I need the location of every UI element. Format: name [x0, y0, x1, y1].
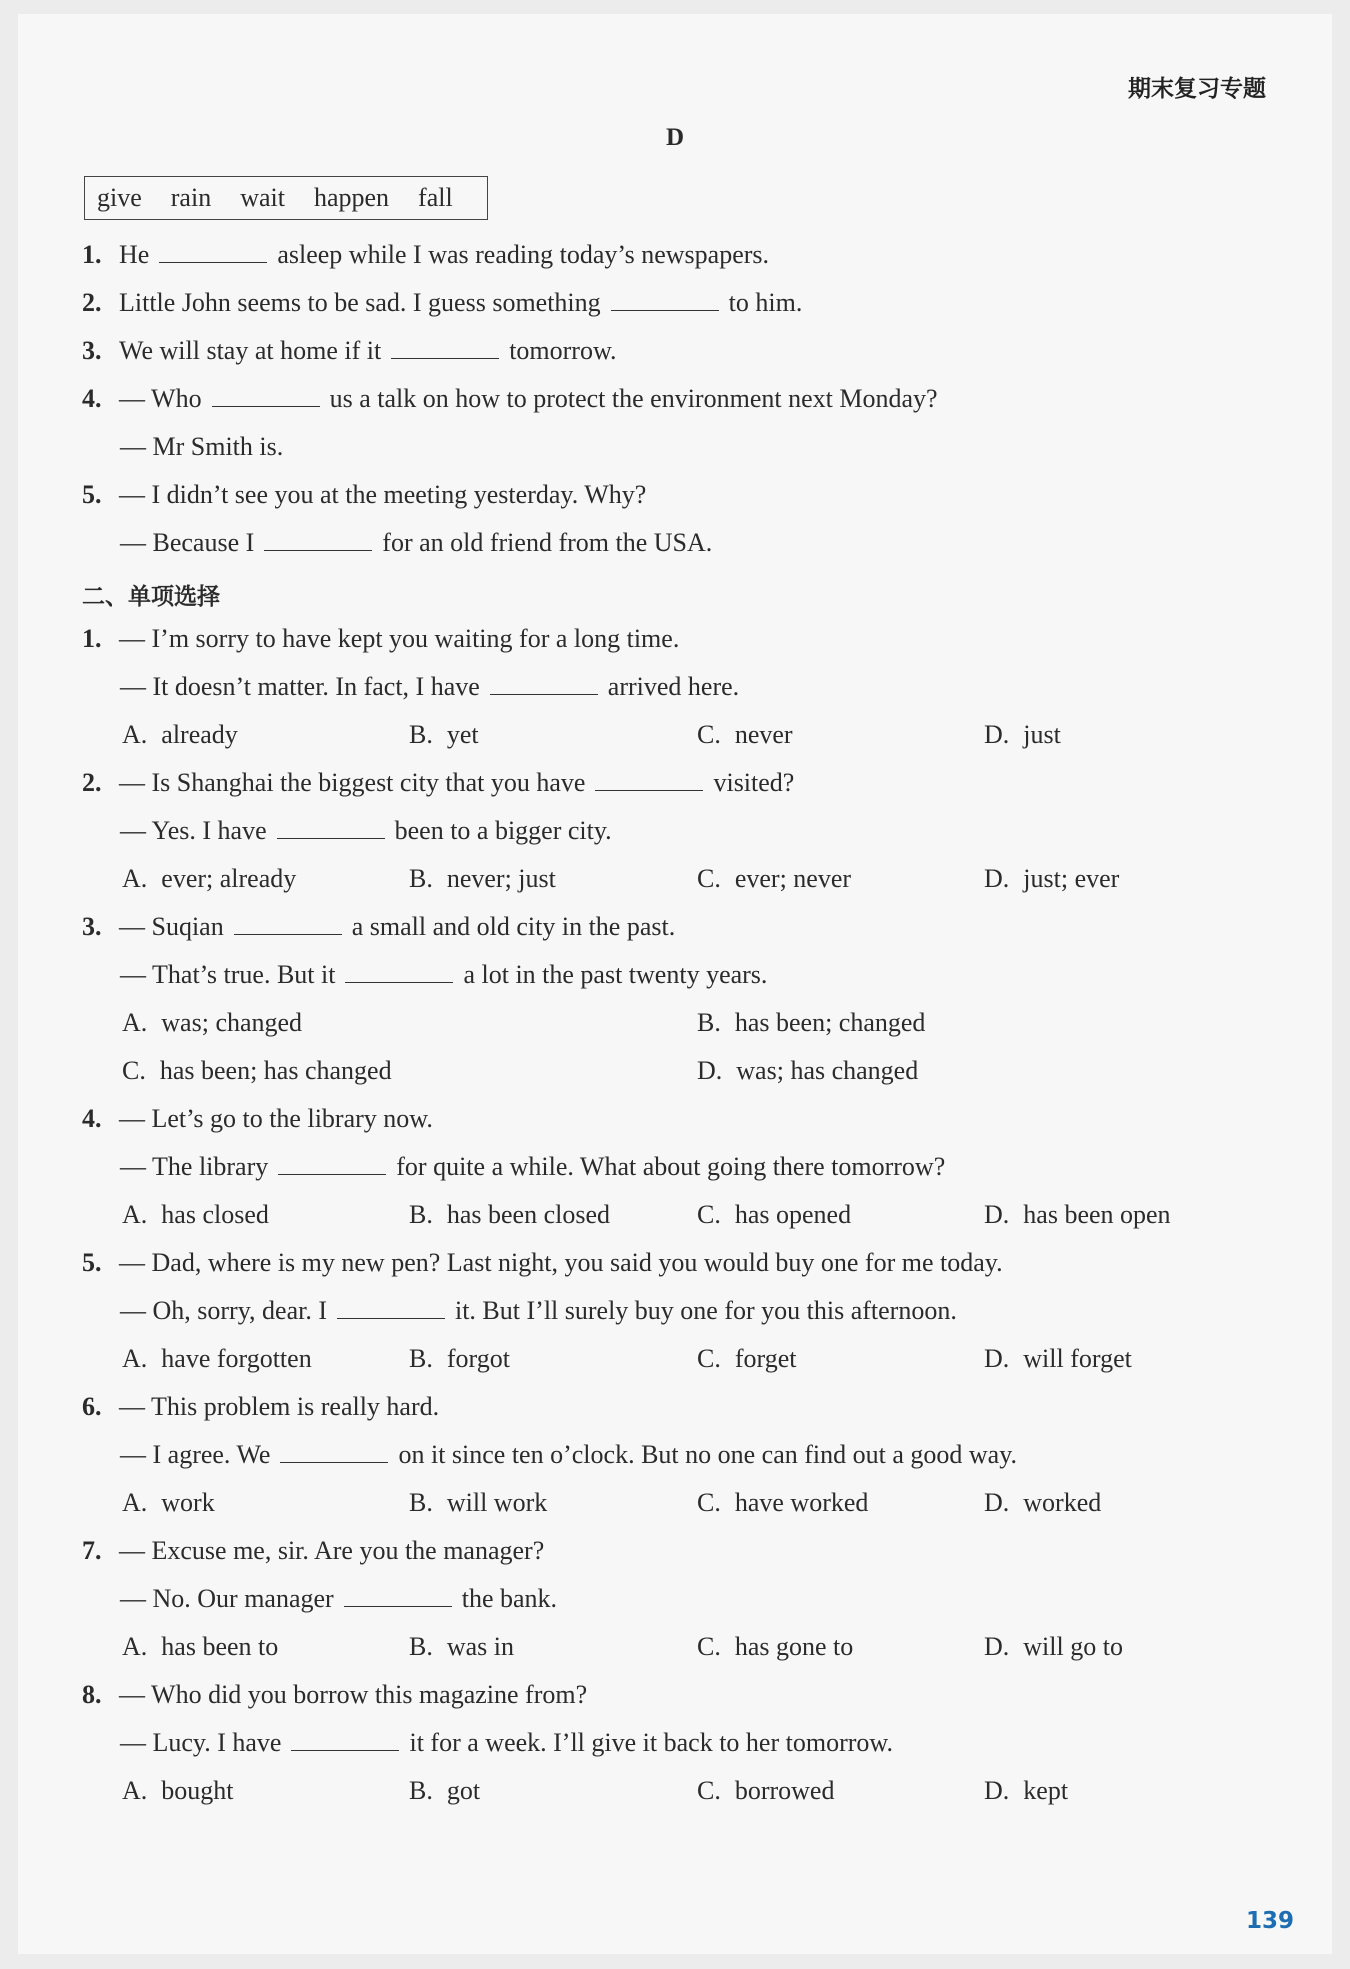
- question-number: 2.: [82, 768, 102, 797]
- mcq-4: [82, 1104, 433, 1144]
- question-number: 3.: [82, 912, 102, 941]
- option-a[interactable]: [122, 1488, 215, 1518]
- question-text: — The library: [120, 1152, 269, 1181]
- option-label: B.: [409, 1632, 433, 1661]
- option-label: A.: [122, 864, 148, 893]
- option-text: worked: [1023, 1488, 1102, 1517]
- answer-blank[interactable]: [391, 336, 499, 359]
- question-text: We will stay at home if it: [119, 336, 382, 365]
- option-c[interactable]: [697, 1776, 834, 1806]
- mcq-6: [82, 1392, 439, 1432]
- option-b[interactable]: [409, 1632, 514, 1662]
- option-label: D.: [984, 1776, 1010, 1805]
- option-b[interactable]: [409, 864, 556, 894]
- question-text: — It doesn’t matter. In fact, I have: [120, 672, 480, 701]
- option-text: got: [446, 1776, 481, 1805]
- mcq-5-reply: [82, 1296, 957, 1336]
- word-box-item: wait: [240, 183, 285, 212]
- option-c[interactable]: [697, 1632, 853, 1662]
- answer-blank[interactable]: [280, 1440, 388, 1463]
- mcq-4-options: [122, 1200, 1222, 1240]
- option-label: D.: [984, 1200, 1010, 1229]
- mcq-2-reply: [82, 816, 612, 856]
- mcq-1: [82, 624, 679, 664]
- question-text: — Let’s go to the library now.: [119, 1104, 433, 1133]
- word-box-item: happen: [313, 183, 390, 212]
- question-number: 1.: [82, 240, 102, 269]
- word-box-item: rain: [170, 183, 212, 212]
- question-text: — Lucy. I have: [120, 1728, 282, 1757]
- mcq-4-reply: [82, 1152, 945, 1192]
- option-label: D.: [984, 864, 1010, 893]
- option-label: B.: [697, 1008, 721, 1037]
- question-text: asleep while I was reading today’s newspapers.: [277, 240, 770, 269]
- header-title: 期末复习专题: [1128, 76, 1266, 102]
- option-text: has opened: [734, 1200, 852, 1229]
- question-number: 4.: [82, 1104, 102, 1133]
- option-text: borrowed: [734, 1776, 835, 1805]
- question-number: 2.: [82, 288, 102, 317]
- fill-question-5-reply: [82, 528, 712, 568]
- option-b[interactable]: [409, 720, 479, 750]
- option-c[interactable]: [697, 1344, 796, 1374]
- option-text: already: [161, 720, 238, 749]
- answer-blank[interactable]: [278, 1152, 386, 1175]
- option-b[interactable]: [697, 1008, 925, 1038]
- option-d[interactable]: [984, 1488, 1101, 1518]
- option-text: has been to: [161, 1632, 279, 1661]
- question-text: — Because I: [120, 528, 255, 557]
- option-b[interactable]: [409, 1344, 510, 1374]
- option-label: B.: [409, 1200, 433, 1229]
- option-label: C.: [697, 1632, 721, 1661]
- option-label: C.: [122, 1056, 146, 1085]
- option-a[interactable]: [122, 1776, 234, 1806]
- option-label: C.: [697, 1488, 721, 1517]
- section-heading: 二、单项选择: [82, 584, 220, 610]
- question-number: 7.: [82, 1536, 102, 1565]
- answer-blank[interactable]: [595, 768, 703, 791]
- question-text: it. But I’ll surely buy one for you this afternoon.: [454, 1296, 957, 1325]
- question-text: — Suqian: [119, 912, 224, 941]
- mcq-3: [82, 912, 675, 952]
- question-text: — Dad, where is my new pen? Last night, you said you would buy one for me today.: [119, 1248, 1003, 1277]
- mcq-8-options: [122, 1776, 1222, 1816]
- option-label: A.: [122, 720, 148, 749]
- fill-question-4-reply: — Mr Smith is.: [120, 432, 284, 461]
- option-label: D.: [984, 1488, 1010, 1517]
- option-label: D.: [984, 1344, 1010, 1373]
- question-text: a lot in the past twenty years.: [463, 960, 768, 989]
- mcq-5-options: [122, 1344, 1222, 1384]
- option-text: never; just: [446, 864, 556, 893]
- answer-blank[interactable]: [277, 816, 385, 839]
- mcq-3-options-row-2: [122, 1056, 1222, 1096]
- question-text: Little John seems to be sad. I guess something: [119, 288, 601, 317]
- question-text: — That’s true. But it: [120, 960, 336, 989]
- option-c[interactable]: [697, 720, 793, 750]
- question-text: He: [119, 240, 150, 269]
- option-label: B.: [409, 1488, 433, 1517]
- option-label: D.: [697, 1056, 723, 1085]
- answer-blank[interactable]: [611, 288, 719, 311]
- question-text: to him.: [728, 288, 803, 317]
- option-label: B.: [409, 720, 433, 749]
- option-label: C.: [697, 864, 721, 893]
- option-b[interactable]: [409, 1200, 610, 1230]
- option-d[interactable]: [984, 864, 1119, 894]
- question-number: 6.: [82, 1392, 102, 1421]
- question-number: 8.: [82, 1680, 102, 1709]
- mcq-3-reply: [82, 960, 767, 1000]
- option-text: will forget: [1023, 1344, 1132, 1373]
- question-text: tomorrow.: [509, 336, 617, 365]
- option-text: just: [1023, 720, 1061, 749]
- question-text: visited?: [713, 768, 795, 797]
- option-text: was in: [446, 1632, 515, 1661]
- option-text: forgot: [446, 1344, 510, 1373]
- fill-question-3: [82, 336, 617, 376]
- option-c[interactable]: [697, 864, 851, 894]
- question-text: — I agree. We: [120, 1440, 271, 1469]
- option-a[interactable]: [122, 1344, 312, 1374]
- mcq-2: [82, 768, 794, 808]
- question-text: on it since ten o’clock. But no one can find out a good way.: [398, 1440, 1018, 1469]
- question-text: — Who did you borrow this magazine from?: [119, 1680, 588, 1709]
- question-number: 1.: [82, 624, 102, 653]
- question-text: — I didn’t see you at the meeting yesterday. Why?: [119, 480, 647, 509]
- question-number: 5.: [82, 1248, 102, 1277]
- option-text: will go to: [1023, 1632, 1123, 1661]
- option-d[interactable]: [697, 1056, 918, 1086]
- question-text: — Excuse me, sir. Are you the manager?: [119, 1536, 545, 1565]
- fill-question-5: [82, 480, 646, 520]
- question-text: — I’m sorry to have kept you waiting for a long time.: [119, 624, 680, 653]
- mcq-6-reply: [82, 1440, 1017, 1480]
- question-number: 3.: [82, 336, 102, 365]
- word-box-item: fall: [418, 183, 453, 212]
- option-b[interactable]: [409, 1776, 480, 1806]
- option-label: C.: [697, 720, 721, 749]
- mcq-7-options: [122, 1632, 1222, 1672]
- question-number: 5.: [82, 480, 102, 509]
- mcq-8-reply: [82, 1728, 893, 1768]
- mcq-8: [82, 1680, 587, 1720]
- option-text: bought: [161, 1776, 234, 1805]
- option-label: A.: [122, 1776, 148, 1805]
- option-text: has been closed: [446, 1200, 611, 1229]
- option-label: A.: [122, 1344, 148, 1373]
- option-label: C.: [697, 1776, 721, 1805]
- option-text: was; changed: [161, 1008, 303, 1037]
- option-label: B.: [409, 864, 433, 893]
- answer-blank[interactable]: [234, 912, 342, 935]
- option-label: A.: [122, 1008, 148, 1037]
- option-a[interactable]: [122, 720, 238, 750]
- fill-question-4: [82, 384, 938, 424]
- mcq-1-reply: [82, 672, 739, 712]
- question-text: it for a week. I’ll give it back to her tomorrow.: [409, 1728, 893, 1757]
- option-label: A.: [122, 1488, 148, 1517]
- option-text: ever; never: [734, 864, 852, 893]
- option-label: A.: [122, 1632, 148, 1661]
- page-number: 139: [1245, 1908, 1294, 1934]
- option-c[interactable]: [697, 1488, 868, 1518]
- question-text: been to a bigger city.: [394, 816, 612, 845]
- answer-blank[interactable]: [291, 1728, 399, 1751]
- option-c[interactable]: [697, 1200, 851, 1230]
- option-d[interactable]: [984, 1776, 1068, 1806]
- mcq-3-options-row-1: [122, 1008, 1222, 1048]
- word-box-item: give: [97, 183, 142, 212]
- option-text: will work: [446, 1488, 548, 1517]
- option-a[interactable]: [122, 1632, 278, 1662]
- option-text: forget: [734, 1344, 797, 1373]
- question-text: a small and old city in the past.: [351, 912, 676, 941]
- option-a[interactable]: [122, 1008, 302, 1038]
- fill-question-1: [82, 240, 769, 280]
- option-text: has been; changed: [734, 1008, 926, 1037]
- option-d[interactable]: [984, 1632, 1123, 1662]
- answer-blank[interactable]: [159, 240, 267, 263]
- option-text: has been open: [1023, 1200, 1171, 1229]
- mcq-7-reply: [82, 1584, 557, 1624]
- option-d[interactable]: [984, 720, 1061, 750]
- answer-blank[interactable]: [490, 672, 598, 695]
- answer-blank[interactable]: [345, 960, 453, 983]
- mcq-2-options: [122, 864, 1222, 904]
- option-text: yet: [446, 720, 479, 749]
- option-label: C.: [697, 1200, 721, 1229]
- option-text: has closed: [161, 1200, 269, 1229]
- mcq-1-options: [122, 720, 1222, 760]
- option-text: kept: [1023, 1776, 1069, 1805]
- option-label: B.: [409, 1344, 433, 1373]
- answer-blank[interactable]: [344, 1584, 452, 1607]
- question-text: — Oh, sorry, dear. I: [120, 1296, 327, 1325]
- option-text: was; has changed: [736, 1056, 919, 1085]
- option-text: work: [161, 1488, 215, 1517]
- word-box: [84, 176, 488, 220]
- question-number: 4.: [82, 384, 102, 413]
- answer-blank[interactable]: [264, 528, 372, 551]
- option-label: D.: [984, 720, 1010, 749]
- mcq-6-options: [122, 1488, 1222, 1528]
- question-text: — Yes. I have: [120, 816, 267, 845]
- section-letter: D: [665, 124, 685, 151]
- answer-blank[interactable]: [212, 384, 320, 407]
- option-d[interactable]: [984, 1200, 1171, 1230]
- fill-question-2: [82, 288, 802, 328]
- option-label: D.: [984, 1632, 1010, 1661]
- option-label: A.: [122, 1200, 148, 1229]
- option-text: ever; already: [161, 864, 297, 893]
- option-label: B.: [409, 1776, 433, 1805]
- option-text: has gone to: [734, 1632, 854, 1661]
- option-a[interactable]: [122, 1200, 269, 1230]
- question-text: for an old friend from the USA.: [382, 528, 713, 557]
- mcq-5: [82, 1248, 1003, 1288]
- question-text: us a talk on how to protect the environment next Monday?: [329, 384, 938, 413]
- option-c[interactable]: [122, 1056, 392, 1086]
- option-text: never: [734, 720, 793, 749]
- question-text: — No. Our manager: [120, 1584, 334, 1613]
- question-text: — This problem is really hard.: [119, 1392, 440, 1421]
- option-text: has been; has changed: [159, 1056, 392, 1085]
- option-d[interactable]: [984, 1344, 1132, 1374]
- question-text: the bank.: [461, 1584, 558, 1613]
- question-text: — Is Shanghai the biggest city that you have: [119, 768, 586, 797]
- answer-blank[interactable]: [337, 1296, 445, 1319]
- question-text: arrived here.: [607, 672, 740, 701]
- option-text: have worked: [734, 1488, 869, 1517]
- option-a[interactable]: [122, 864, 296, 894]
- question-text: for quite a while. What about going there tomorrow?: [396, 1152, 946, 1181]
- question-text: — Who: [119, 384, 202, 413]
- mcq-7: [82, 1536, 544, 1576]
- option-b[interactable]: [409, 1488, 547, 1518]
- option-text: have forgotten: [161, 1344, 312, 1373]
- option-text: just; ever: [1023, 864, 1120, 893]
- option-label: C.: [697, 1344, 721, 1373]
